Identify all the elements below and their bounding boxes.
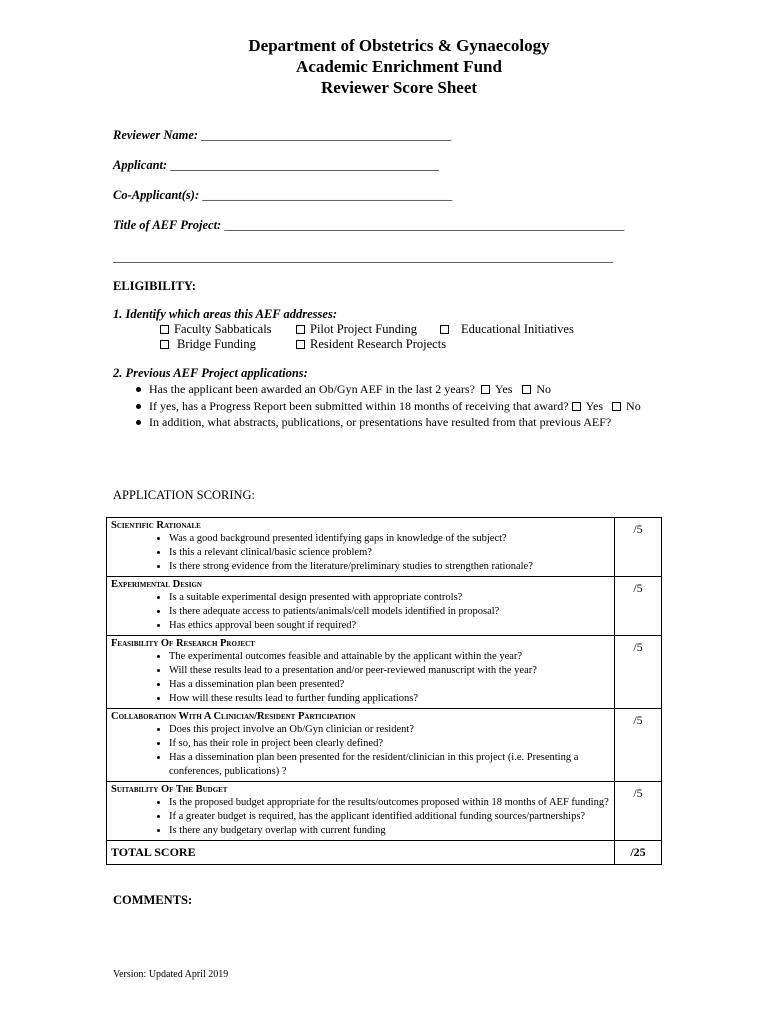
scoring-criterion: • Will these results lead to a presentation and/or peer-reviewed manuscript with the year?: [169, 664, 610, 678]
document-title: [0, 35, 770, 98]
applicant-field[interactable]: [113, 158, 439, 173]
applicant-label: Applicant:: [113, 158, 168, 172]
scoring-section-title: Suitability Of The Budget: [111, 784, 228, 795]
section-score[interactable]: /5: [615, 577, 662, 636]
scoring-criteria-list: [111, 532, 610, 574]
scoring-table: [106, 517, 662, 865]
option-label: Resident Research Projects: [310, 337, 447, 351]
bullet-text: In addition, what abstracts, publications, or presentations have resulted from that previous AEF?: [149, 415, 612, 429]
option-pilot-project-funding[interactable]: [296, 322, 417, 337]
option-label: Educational Initiatives: [461, 322, 574, 336]
scoring-criterion: • Is a suitable experimental design presented with appropriate controls?: [169, 591, 610, 605]
total-score-row: [107, 841, 662, 865]
outputs-question: [136, 415, 611, 430]
applicant-line[interactable]: ___________________________________________: [170, 158, 440, 172]
scoring-heading: [113, 488, 255, 503]
coapplicant-field[interactable]: [113, 188, 452, 203]
total-score-value[interactable]: /25: [615, 841, 662, 865]
scoring-criterion: • How will these results lead to further funding applications?: [169, 692, 610, 706]
bullet-icon: [136, 420, 141, 425]
progress-report-question: [136, 399, 641, 414]
scoring-criterion: • Is the proposed budget appropriate for the results/outcomes proposed within 18 months of AEF funding?: [169, 796, 610, 810]
eligibility-heading: ELIGIBILITY:: [113, 279, 196, 293]
yes-label: Yes: [494, 382, 513, 396]
section-score[interactable]: /5: [615, 709, 662, 782]
scoring-criterion: • If a greater budget is required, has the applicant identified additional funding sources/partnerships?: [169, 810, 610, 824]
scoring-criterion: • The experimental outcomes feasible and attainable by the applicant within the year?: [169, 650, 610, 664]
option-faculty-sabbaticals[interactable]: [160, 322, 272, 337]
reviewer-name-line[interactable]: ________________________________________: [201, 128, 452, 142]
yes-checkbox-icon[interactable]: [572, 402, 581, 411]
option-bridge-funding[interactable]: [160, 337, 256, 352]
checkbox-icon[interactable]: [160, 340, 169, 349]
scoring-section-content: [107, 577, 615, 636]
scoring-section-title: Scientific Rationale: [111, 520, 201, 531]
scoring-section-row: [107, 636, 662, 709]
scoring-section-row: [107, 577, 662, 636]
scoring-criteria-list: [111, 723, 610, 779]
reviewer-name-field[interactable]: [113, 128, 451, 143]
scoring-section-content: [107, 518, 615, 577]
scoring-section-row: [107, 518, 662, 577]
checkbox-icon[interactable]: [296, 325, 305, 334]
yes-checkbox-icon[interactable]: [481, 385, 490, 394]
title-line-2: Academic Enrichment Fund: [296, 57, 502, 76]
project-title-label: Title of AEF Project:: [113, 218, 222, 232]
scoring-criteria-list: [111, 591, 610, 633]
scoring-criterion: • Is this a relevant clinical/basic science problem?: [169, 546, 610, 560]
scoring-section-title: Collaboration With A Clinician/Resident Participation: [111, 711, 356, 722]
option-label: Faculty Sabbaticals: [174, 322, 272, 336]
scoring-criterion: • Is there strong evidence from the literature/preliminary studies to strengthen rationale?: [169, 560, 610, 574]
scoring-section-content: [107, 636, 615, 709]
total-score-label: TOTAL SCORE: [107, 841, 615, 865]
scoring-criterion: • Has a dissemination plan been presented for the resident/clinician in this project (i.e. Presenting a conferences, publications) ?: [169, 751, 610, 779]
no-label: No: [536, 382, 552, 396]
scoring-section-row: [107, 709, 662, 782]
scoring-criterion: • Has a dissemination plan been presented?: [169, 678, 610, 692]
no-checkbox-icon[interactable]: [612, 402, 621, 411]
no-checkbox-icon[interactable]: [522, 385, 531, 394]
no-label: No: [626, 399, 641, 413]
reviewer-name-label: Reviewer Name:: [113, 128, 199, 142]
scoring-criterion: • Is there adequate access to patients/animals/cell models identified in proposal?: [169, 605, 610, 619]
bullet-icon: [136, 404, 141, 409]
section-score[interactable]: /5: [615, 518, 662, 577]
scoring-section-content: [107, 782, 615, 841]
project-title-line[interactable]: ________________________________________________________________: [224, 218, 625, 232]
title-line-1: Department of Obstetrics & Gynaecology: [248, 36, 550, 55]
scoring-criterion: • If so, has their role in project been clearly defined?: [169, 737, 610, 751]
scoring-criterion: • Does this project involve an Ob/Gyn clinician or resident?: [169, 723, 610, 737]
project-title-continuation-line[interactable]: ________________________________________________________________________________: [113, 250, 613, 264]
checkbox-icon[interactable]: [160, 325, 169, 334]
title-line-3: Reviewer Score Sheet: [320, 78, 478, 97]
option-educational-initiatives[interactable]: [440, 322, 574, 337]
coapplicant-label: Co-Applicant(s):: [113, 188, 200, 202]
scoring-section-title: Feasibility Of Research Project: [111, 638, 255, 649]
option-label: Bridge Funding: [177, 337, 256, 351]
eligibility-question-2: 2. Previous AEF Project applications:: [113, 366, 308, 380]
checkbox-icon[interactable]: [440, 325, 449, 334]
version-footer: Version: Updated April 2019: [113, 969, 229, 980]
scoring-section-content: [107, 709, 615, 782]
scoring-heading-text: APPLICATION SCORING:: [113, 488, 256, 502]
bullet-icon: [136, 387, 141, 392]
coapplicant-line[interactable]: ________________________________________: [202, 188, 453, 202]
bullet-text: If yes, has a Progress Report been submitted within 18 months of receiving that award?: [149, 399, 569, 413]
option-label: Pilot Project Funding: [310, 322, 417, 336]
checkbox-icon[interactable]: [296, 340, 305, 349]
bullet-text: Has the applicant been awarded an Ob/Gyn AEF in the last 2 years?: [149, 382, 475, 396]
option-resident-research-projects[interactable]: [296, 337, 446, 352]
project-title-field[interactable]: [113, 218, 624, 233]
scoring-criterion: • Is there any budgetary overlap with current funding: [169, 824, 610, 838]
scoring-section-row: [107, 782, 662, 841]
scoring-criteria-list: [111, 650, 610, 706]
eligibility-question-1: 1. Identify which areas this AEF addresses:: [113, 307, 337, 321]
section-score[interactable]: /5: [615, 782, 662, 841]
previous-aef-question: [136, 382, 551, 397]
yes-label: Yes: [585, 399, 604, 413]
scoring-criterion: • Was a good background presented identifying gaps in knowledge of the subject?: [169, 532, 610, 546]
comments-heading: COMMENTS:: [113, 893, 193, 907]
scoring-section-title: Experimental Design: [111, 579, 202, 590]
scoring-criterion: • Has ethics approval been sought if required?: [169, 619, 610, 633]
scoring-criteria-list: [111, 796, 610, 838]
section-score[interactable]: /5: [615, 636, 662, 709]
